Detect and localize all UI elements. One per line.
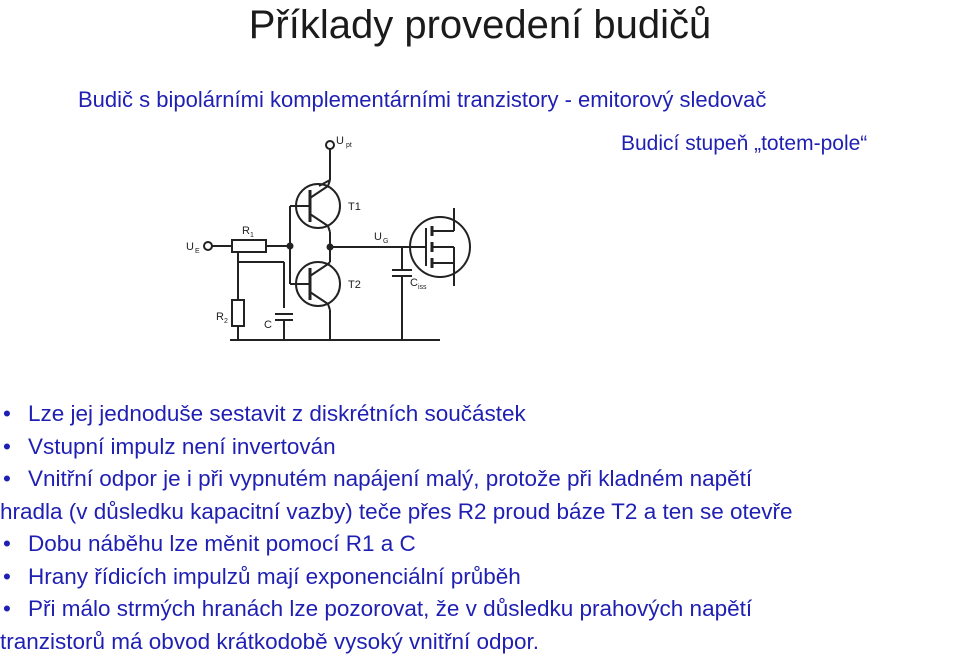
bullet-item <box>0 561 960 594</box>
r1-resistor <box>232 240 266 252</box>
bullet-item <box>0 398 960 431</box>
supply-terminal <box>326 141 334 149</box>
bullet-dot: • <box>0 431 28 464</box>
svg-text:1: 1 <box>250 232 254 239</box>
slide-subtitle: Budič s bipolárními komplementárními tranzistory - emitorový sledovač <box>78 87 766 113</box>
input-label: U <box>186 241 194 253</box>
r2-resistor <box>232 300 244 326</box>
bullet-dot: • <box>0 463 28 496</box>
bullet-dot: • <box>0 561 28 594</box>
t1-label: T1 <box>348 201 361 213</box>
bullet-text: Lze jej jednoduše sestavit z diskrétních součástek <box>28 401 526 426</box>
supply-label: U <box>336 135 344 147</box>
bullet-text: Vstupní impulz není invertován <box>28 434 336 459</box>
svg-text:pt: pt <box>346 142 352 149</box>
slide-title: Příklady provedení budičů <box>0 2 960 48</box>
bullet-dot: • <box>0 593 28 626</box>
svg-text:iss: iss <box>418 284 427 291</box>
r2-label: R <box>216 311 224 323</box>
t2-label: T2 <box>348 279 361 291</box>
c-label: C <box>264 319 272 331</box>
bullet-item <box>0 528 960 561</box>
ciss-label: C <box>410 277 418 289</box>
bullet-text: Vnitřní odpor je i při vypnutém napájení malý, protože při kladném napětí <box>28 466 752 491</box>
bullet-item <box>0 626 960 658</box>
bullet-item <box>0 496 960 529</box>
bullet-text: Při málo strmých hranách lze pozorovat, že v důsledku prahových napětí <box>28 596 752 621</box>
bullet-dot: • <box>0 398 28 431</box>
bullet-text: Dobu náběhu lze měnit pomocí R1 a C <box>28 531 416 556</box>
bullet-text: Hrany řídicích impulzů mají exponenciální průběh <box>28 564 521 589</box>
svg-text:2: 2 <box>224 318 228 325</box>
input-terminal <box>204 242 212 250</box>
driver-schematic <box>170 128 500 360</box>
bullet-item <box>0 593 960 626</box>
bullet-item <box>0 463 960 496</box>
gate-label: U <box>374 231 382 243</box>
svg-text:E: E <box>195 248 200 255</box>
r1-label: R <box>242 225 250 237</box>
totem-pole-caption: Budicí stupeň „totem-pole“ <box>621 131 867 157</box>
svg-text:G: G <box>383 238 388 245</box>
bullet-text: tranzistorů má obvod krátkodobě vysoký vnitřní odpor. <box>0 629 539 654</box>
bullet-item <box>0 431 960 464</box>
bullet-text: hradla (v důsledku kapacitní vazby) teče přes R2 proud báze T2 a ten se otevře <box>0 499 793 524</box>
bullet-list <box>0 398 960 658</box>
bullet-dot: • <box>0 528 28 561</box>
